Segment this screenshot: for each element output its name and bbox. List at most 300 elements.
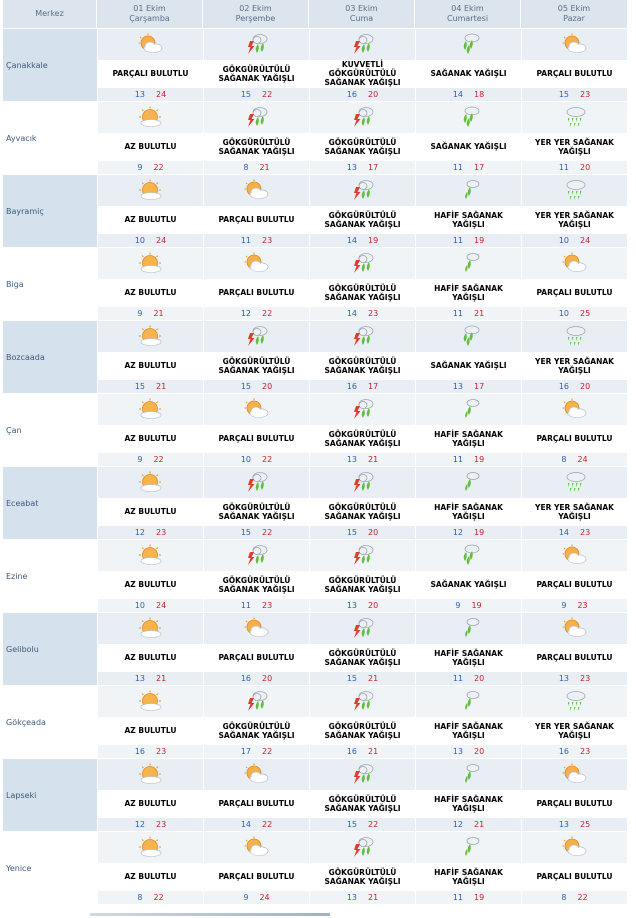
temperature-range <box>522 453 627 466</box>
city-row <box>3 758 627 831</box>
forecast-cell <box>521 832 627 904</box>
weather-description: HAFİF SAĞANAK YAĞIŞLI <box>416 644 521 673</box>
max-temperature: 22 <box>262 309 273 319</box>
min-temperature: 14 <box>346 309 357 319</box>
day-header <box>309 0 415 28</box>
weather-description: GÖKGÜRÜLTÜLÜ SAĞANAK YAĞIŞLI <box>310 717 415 746</box>
weather-description: PARÇALI BULUTLU <box>204 425 309 454</box>
forecast-cell <box>97 467 203 539</box>
max-temperature: 23 <box>580 90 591 100</box>
weather-description: YER YER SAĞANAK YAĞIŞLI <box>522 717 627 746</box>
min-temperature: 13 <box>558 820 569 830</box>
min-temperature: 9 <box>561 601 567 611</box>
mostly-sunny-icon <box>98 248 203 279</box>
min-temperature: 10 <box>558 236 569 246</box>
max-temperature: 21 <box>259 163 270 173</box>
temperature-range <box>522 88 627 101</box>
day-date: 05 Ekim <box>557 4 591 13</box>
temperature-range <box>522 672 627 685</box>
merkez-header: Merkez <box>3 0 97 28</box>
day-header <box>203 0 309 28</box>
weather-description: KUVVETLİ GÖKGÜRÜLTÜLÜ SAĞANAK YAĞIŞLI <box>310 60 415 89</box>
min-temperature: 11 <box>452 674 463 684</box>
temperature-range <box>204 818 309 831</box>
temperature-range <box>204 891 309 904</box>
forecast-cell <box>521 613 627 685</box>
thunder-rain-icon <box>310 686 415 717</box>
forecast-cell <box>415 102 521 174</box>
temperature-range <box>416 161 521 174</box>
weather-description: GÖKGÜRÜLTÜLÜ SAĞANAK YAĞIŞLI <box>310 425 415 454</box>
temperature-range <box>310 307 415 320</box>
temperature-range <box>98 88 203 101</box>
temperature-range <box>416 745 521 758</box>
temperature-range <box>98 891 203 904</box>
min-temperature: 16 <box>240 674 251 684</box>
max-temperature: 22 <box>262 455 273 465</box>
partly-cloudy-icon <box>204 394 309 425</box>
temperature-range <box>416 891 521 904</box>
forecast-cell <box>309 248 415 320</box>
max-temperature: 22 <box>262 747 273 757</box>
weather-description: HAFİF SAĞANAK YAĞIŞLI <box>416 863 521 892</box>
day-date: 04 Ekim <box>451 4 484 13</box>
forecast-cell <box>309 175 415 247</box>
max-temperature: 23 <box>580 674 591 684</box>
weather-description: GÖKGÜRÜLTÜLÜ SAĞANAK YAĞIŞLI <box>204 571 309 600</box>
forecast-cell <box>415 248 521 320</box>
min-temperature: 15 <box>240 382 251 392</box>
weather-description: AZ BULUTLU <box>98 352 203 381</box>
temperature-range <box>416 526 521 539</box>
min-temperature: 16 <box>134 747 145 757</box>
scattered-showers-icon <box>522 686 627 717</box>
temperature-range <box>522 380 627 393</box>
temperature-range <box>416 88 521 101</box>
temperature-range <box>98 161 203 174</box>
temperature-range <box>204 526 309 539</box>
max-temperature: 24 <box>156 601 167 611</box>
weather-description: YER YER SAĞANAK YAĞIŞLI <box>522 133 627 162</box>
forecast-cell <box>309 759 415 831</box>
mostly-sunny-icon <box>98 832 203 863</box>
weather-description: PARÇALI BULUTLU <box>522 863 627 892</box>
max-temperature: 20 <box>474 674 485 684</box>
min-temperature: 12 <box>134 528 145 538</box>
forecast-cell <box>203 29 309 101</box>
max-temperature: 22 <box>577 893 588 903</box>
day-name: Cuma <box>349 14 374 23</box>
city-name: Ezine <box>3 540 97 612</box>
forecast-cell <box>415 175 521 247</box>
max-temperature: 23 <box>156 747 167 757</box>
weather-description: AZ BULUTLU <box>98 644 203 673</box>
temperature-range <box>98 672 203 685</box>
min-temperature: 15 <box>346 528 357 538</box>
temperature-range <box>416 672 521 685</box>
thunder-rain-icon <box>310 613 415 644</box>
min-temperature: 10 <box>134 236 145 246</box>
forecast-cell <box>203 248 309 320</box>
temperature-range <box>416 380 521 393</box>
max-temperature: 19 <box>368 236 379 246</box>
weather-description: GÖKGÜRÜLTÜLÜ SAĞANAK YAĞIŞLI <box>204 133 309 162</box>
max-temperature: 25 <box>580 820 591 830</box>
forecast-cell <box>97 686 203 758</box>
weather-description: GÖKGÜRÜLTÜLÜ SAĞANAK YAĞIŞLI <box>310 644 415 673</box>
min-temperature: 12 <box>240 309 251 319</box>
max-temperature: 20 <box>262 382 273 392</box>
min-temperature: 12 <box>452 820 463 830</box>
forecast-cell <box>97 613 203 685</box>
weather-description: GÖKGÜRÜLTÜLÜ SAĞANAK YAĞIŞLI <box>204 60 309 89</box>
partly-cloudy-icon <box>522 248 627 279</box>
forecast-cell <box>203 102 309 174</box>
scattered-showers-icon <box>522 102 627 133</box>
scattered-showers-icon <box>522 467 627 498</box>
temperature-range <box>416 234 521 247</box>
max-temperature: 24 <box>156 90 167 100</box>
max-temperature: 17 <box>474 382 485 392</box>
min-temperature: 13 <box>558 674 569 684</box>
temperature-range <box>98 599 203 612</box>
weather-description: GÖKGÜRÜLTÜLÜ SAĞANAK YAĞIŞLI <box>310 352 415 381</box>
max-temperature: 19 <box>474 528 485 538</box>
day-date: 03 Ekim <box>345 4 378 13</box>
max-temperature: 19 <box>474 893 485 903</box>
min-temperature: 15 <box>134 382 145 392</box>
weather-description: GÖKGÜRÜLTÜLÜ SAĞANAK YAĞIŞLI <box>310 863 415 892</box>
forecast-cell <box>415 613 521 685</box>
max-temperature: 20 <box>368 90 379 100</box>
weather-description: AZ BULUTLU <box>98 498 203 527</box>
max-temperature: 17 <box>368 382 379 392</box>
city-name: Çanakkale <box>3 29 97 101</box>
forecast-cell <box>521 175 627 247</box>
min-temperature: 11 <box>240 601 251 611</box>
min-temperature: 13 <box>346 455 357 465</box>
light-rain-icon <box>416 613 521 644</box>
min-temperature: 12 <box>452 528 463 538</box>
min-temperature: 15 <box>346 674 357 684</box>
min-temperature: 13 <box>134 90 145 100</box>
forecast-cell <box>203 394 309 466</box>
weather-description: HAFİF SAĞANAK YAĞIŞLI <box>416 206 521 235</box>
forecast-cell <box>415 321 521 393</box>
temperature-range <box>204 161 309 174</box>
forecast-cell <box>203 467 309 539</box>
temperature-range <box>310 599 415 612</box>
min-temperature: 15 <box>240 528 251 538</box>
day-header <box>521 0 627 28</box>
day-name: Çarşamba <box>129 14 170 23</box>
max-temperature: 19 <box>474 455 485 465</box>
weather-description: AZ BULUTLU <box>98 790 203 819</box>
city-row <box>3 831 627 904</box>
thunder-rain-icon <box>204 102 309 133</box>
max-temperature: 22 <box>153 163 164 173</box>
max-temperature: 21 <box>156 382 167 392</box>
max-temperature: 21 <box>368 674 379 684</box>
min-temperature: 13 <box>452 747 463 757</box>
forecast-cell <box>97 29 203 101</box>
forecast-cell <box>97 321 203 393</box>
city-row <box>3 28 627 101</box>
max-temperature: 22 <box>262 528 273 538</box>
weather-description: AZ BULUTLU <box>98 571 203 600</box>
weather-description: AZ BULUTLU <box>98 717 203 746</box>
min-temperature: 8 <box>243 163 249 173</box>
min-temperature: 14 <box>558 528 569 538</box>
light-rain-icon <box>416 248 521 279</box>
temperature-range <box>310 745 415 758</box>
city-row <box>3 393 627 466</box>
weather-description: GÖKGÜRÜLTÜLÜ SAĞANAK YAĞIŞLI <box>310 571 415 600</box>
weather-description: PARÇALI BULUTLU <box>204 863 309 892</box>
thunder-rain-icon <box>310 832 415 863</box>
max-temperature: 24 <box>259 893 270 903</box>
min-temperature: 15 <box>346 820 357 830</box>
temperature-range <box>310 526 415 539</box>
city-name: Gökçeada <box>3 686 97 758</box>
weather-description: GÖKGÜRÜLTÜLÜ SAĞANAK YAĞIŞLI <box>310 790 415 819</box>
forecast-cell <box>521 759 627 831</box>
min-temperature: 9 <box>455 601 461 611</box>
partly-cloudy-icon <box>522 29 627 60</box>
temperature-range <box>98 307 203 320</box>
min-temperature: 11 <box>558 163 569 173</box>
forecast-cell <box>97 175 203 247</box>
temperature-range <box>522 161 627 174</box>
temperature-range <box>98 745 203 758</box>
city-name: Çan <box>3 394 97 466</box>
max-temperature: 23 <box>262 601 273 611</box>
light-rain-icon <box>416 686 521 717</box>
max-temperature: 23 <box>580 747 591 757</box>
min-temperature: 11 <box>452 309 463 319</box>
thunder-rain-icon <box>204 686 309 717</box>
weather-description: GÖKGÜRÜLTÜLÜ SAĞANAK YAĞIŞLI <box>310 133 415 162</box>
max-temperature: 18 <box>474 90 485 100</box>
forecast-cell <box>97 102 203 174</box>
max-temperature: 20 <box>580 382 591 392</box>
mostly-sunny-icon <box>98 102 203 133</box>
min-temperature: 16 <box>346 90 357 100</box>
weather-description: GÖKGÜRÜLTÜLÜ SAĞANAK YAĞIŞLI <box>310 498 415 527</box>
min-temperature: 11 <box>452 236 463 246</box>
forecast-cell <box>309 394 415 466</box>
max-temperature: 23 <box>156 528 167 538</box>
thunder-rain-icon <box>310 467 415 498</box>
mostly-sunny-icon <box>98 613 203 644</box>
forecast-cell <box>415 29 521 101</box>
weather-description: YER YER SAĞANAK YAĞIŞLI <box>522 206 627 235</box>
city-row <box>3 101 627 174</box>
weather-description: PARÇALI BULUTLU <box>204 644 309 673</box>
forecast-cell <box>415 686 521 758</box>
forecast-table <box>3 0 627 904</box>
mostly-sunny-icon <box>98 467 203 498</box>
partly-cloudy-icon <box>204 832 309 863</box>
weather-description: GÖKGÜRÜLTÜLÜ SAĞANAK YAĞIŞLI <box>310 206 415 235</box>
day-name: Pazar <box>563 14 585 23</box>
heavy-rain-icon <box>416 321 521 352</box>
city-name: Eceabat <box>3 467 97 539</box>
min-temperature: 9 <box>137 309 143 319</box>
weather-description: SAĞANAK YAĞIŞLI <box>416 133 521 162</box>
temperature-range <box>204 745 309 758</box>
temperature-range <box>98 453 203 466</box>
weather-description: AZ BULUTLU <box>98 206 203 235</box>
weather-description: AZ BULUTLU <box>98 863 203 892</box>
forecast-cell <box>203 686 309 758</box>
thunder-rain-icon <box>310 175 415 206</box>
forecast-cell <box>521 540 627 612</box>
weather-description: HAFİF SAĞANAK YAĞIŞLI <box>416 498 521 527</box>
forecast-rows <box>3 28 627 904</box>
min-temperature: 11 <box>452 455 463 465</box>
day-header <box>415 0 521 28</box>
weather-description: HAFİF SAĞANAK YAĞIŞLI <box>416 279 521 308</box>
temperature-range <box>310 818 415 831</box>
city-row <box>3 466 627 539</box>
max-temperature: 23 <box>262 236 273 246</box>
partly-cloudy-icon <box>522 759 627 790</box>
forecast-cell <box>415 759 521 831</box>
min-temperature: 8 <box>561 893 567 903</box>
min-temperature: 15 <box>240 90 251 100</box>
max-temperature: 17 <box>474 163 485 173</box>
weather-description: SAĞANAK YAĞIŞLI <box>416 571 521 600</box>
mostly-sunny-icon <box>98 540 203 571</box>
min-temperature: 8 <box>561 455 567 465</box>
temperature-range <box>204 234 309 247</box>
max-temperature: 21 <box>474 309 485 319</box>
forecast-cell <box>203 759 309 831</box>
mostly-sunny-icon <box>98 759 203 790</box>
max-temperature: 17 <box>368 163 379 173</box>
weather-description: YER YER SAĞANAK YAĞIŞLI <box>522 498 627 527</box>
max-temperature: 21 <box>153 309 164 319</box>
partly-cloudy-icon <box>522 394 627 425</box>
weather-description: PARÇALI BULUTLU <box>522 790 627 819</box>
temperature-range <box>310 234 415 247</box>
temperature-range <box>98 234 203 247</box>
forecast-cell <box>309 613 415 685</box>
forecast-cell <box>97 759 203 831</box>
partly-cloudy-icon <box>204 759 309 790</box>
max-temperature: 24 <box>577 455 588 465</box>
forecast-cell <box>415 832 521 904</box>
city-name: Bozcaada <box>3 321 97 393</box>
max-temperature: 23 <box>156 820 167 830</box>
heavy-rain-icon <box>416 102 521 133</box>
forecast-cell <box>203 540 309 612</box>
temperature-range <box>522 307 627 320</box>
partly-cloudy-icon <box>522 540 627 571</box>
temperature-range <box>522 234 627 247</box>
min-temperature: 16 <box>346 747 357 757</box>
temperature-range <box>204 380 309 393</box>
heavy-rain-icon <box>416 540 521 571</box>
mostly-sunny-icon <box>98 394 203 425</box>
max-temperature: 19 <box>474 236 485 246</box>
min-temperature: 14 <box>240 820 251 830</box>
forecast-cell <box>97 832 203 904</box>
max-temperature: 22 <box>153 455 164 465</box>
max-temperature: 21 <box>368 455 379 465</box>
forecast-cell <box>97 394 203 466</box>
city-row <box>3 320 627 393</box>
light-rain-icon <box>416 467 521 498</box>
max-temperature: 22 <box>262 820 273 830</box>
min-temperature: 14 <box>452 90 463 100</box>
min-temperature: 9 <box>137 455 143 465</box>
weather-description: HAFİF SAĞANAK YAĞIŞLI <box>416 790 521 819</box>
forecast-cell <box>309 29 415 101</box>
min-temperature: 10 <box>558 309 569 319</box>
light-rain-icon <box>416 832 521 863</box>
min-temperature: 16 <box>558 382 569 392</box>
weather-description: PARÇALI BULUTLU <box>522 571 627 600</box>
weather-description: GÖKGÜRÜLTÜLÜ SAĞANAK YAĞIŞLI <box>310 279 415 308</box>
weather-description: PARÇALI BULUTLU <box>522 279 627 308</box>
min-temperature: 13 <box>452 382 463 392</box>
min-temperature: 9 <box>243 893 249 903</box>
max-temperature: 20 <box>368 601 379 611</box>
min-temperature: 13 <box>346 163 357 173</box>
temperature-range <box>416 599 521 612</box>
temperature-range <box>416 307 521 320</box>
day-date: 02 Ekim <box>239 4 272 13</box>
thunder-rain-icon <box>310 321 415 352</box>
light-rain-icon <box>416 759 521 790</box>
forecast-cell <box>203 321 309 393</box>
weather-description: PARÇALI BULUTLU <box>522 644 627 673</box>
temperature-range <box>310 453 415 466</box>
forecast-cell <box>203 613 309 685</box>
city-row <box>3 539 627 612</box>
thunder-rain-icon <box>204 467 309 498</box>
forecast-cell <box>309 540 415 612</box>
partly-cloudy-icon <box>522 832 627 863</box>
min-temperature: 11 <box>452 163 463 173</box>
forecast-cell <box>309 832 415 904</box>
day-name: Perşembe <box>235 14 276 23</box>
mostly-sunny-icon <box>98 175 203 206</box>
max-temperature: 20 <box>368 528 379 538</box>
min-temperature: 11 <box>240 236 251 246</box>
min-temperature: 13 <box>346 893 357 903</box>
partly-cloudy-icon <box>204 613 309 644</box>
day-header <box>97 0 203 28</box>
max-temperature: 21 <box>368 893 379 903</box>
city-name: Gelibolu <box>3 613 97 685</box>
forecast-cell <box>521 394 627 466</box>
min-temperature: 12 <box>134 820 145 830</box>
forecast-cell <box>415 540 521 612</box>
min-temperature: 11 <box>452 893 463 903</box>
min-temperature: 10 <box>134 601 145 611</box>
temperature-range <box>522 818 627 831</box>
scattered-showers-icon <box>522 321 627 352</box>
min-temperature: 16 <box>558 747 569 757</box>
city-name: Bayramiç <box>3 175 97 247</box>
temperature-range <box>98 380 203 393</box>
forecast-cell <box>309 102 415 174</box>
temperature-range <box>204 88 309 101</box>
max-temperature: 24 <box>580 236 591 246</box>
